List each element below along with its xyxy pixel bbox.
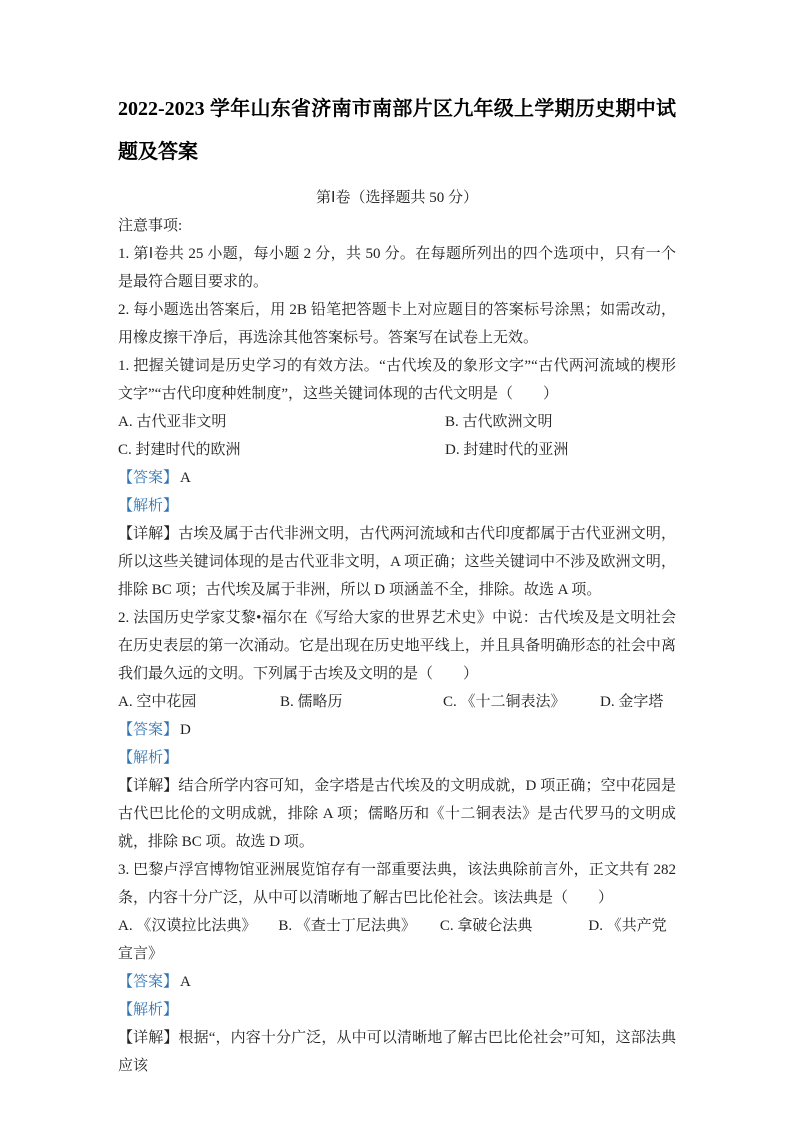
answer-line — [118, 464, 676, 492]
options-list — [118, 408, 676, 464]
answer-line — [118, 716, 676, 744]
notice-item-2: 2. 每小题选出答案后，用 2B 铅笔把答题卡上对应题目的答案标号涂黑；如需改动，用橡皮擦干净后，再选涂其他答案标号。答案写在试卷上无效。 — [118, 302, 676, 346]
exam-title: 2022-2023 学年山东省济南市南部片区九年级上学期历史期中试题及答案 — [118, 98, 676, 163]
answer-line — [118, 968, 676, 996]
detail-text: 【详解】结合所学内容可知，金字塔是古代埃及的文明成就，D 项正确；空中花园是古代巴比伦的文明成就，排除 A 项；儒略历和《十二铜表法》是古代罗马的文明成就，排除 BC 项。故选 D 项。 — [118, 778, 676, 850]
option-a: A. 《汉谟拉比法典》 — [118, 918, 257, 934]
notice-item-1: 1. 第Ⅰ卷共 25 小题，每小题 2 分，共 50 分。在每题所列出的四个选项中，只有一个是最符合题目要求的。 — [118, 246, 676, 290]
detail-text: 【详解】根据“，内容十分广泛，从中可以清晰地了解古巴比伦社会”可知，这部法典应该 — [118, 1030, 676, 1074]
option-d: D. 《共产党宣言》 — [118, 918, 667, 962]
option-d: D. 金字塔 — [600, 694, 664, 710]
answer-label: 【答案】 — [118, 470, 179, 486]
detail-text: 【详解】古埃及属于古代非洲文明，古代两河流域和古代印度都属于古代亚洲文明，所以这些关键词体现的是古代亚非文明，A 项正确；这些关键词中不涉及欧洲文明，排除 BC 项；古代埃及属于非洲，所以 D 项涵盖不全，排除。故选 A 项。 — [118, 526, 676, 598]
notice-section — [118, 212, 676, 352]
option-b: B. 《查士丁尼法典》 — [278, 918, 416, 934]
answer-value: A — [180, 974, 191, 990]
option-a: A. 空中花园 — [118, 694, 197, 710]
option-c: C. 封建时代的欧洲 — [118, 442, 241, 458]
analysis-label: 【解析】 — [118, 1002, 179, 1018]
analysis-label: 【解析】 — [118, 750, 179, 766]
question-block-1 — [118, 352, 676, 604]
question-block-2 — [118, 604, 676, 856]
option-d: D. 封建时代的亚洲 — [445, 442, 569, 458]
answer-value: A — [180, 470, 191, 486]
options-list — [118, 912, 676, 968]
question-stem: 2. 法国历史学家艾黎•福尔在《写给大家的世界艺术史》中说：古代埃及是文明社会在历史表层的第一次涌动。它是出现在历史地平线上，并且具备明确形态的社会中离我们最久远的文明。下列属于古埃及文明的是（ ） — [118, 610, 676, 682]
question-block-3 — [118, 856, 676, 1080]
option-c: C. 拿破仑法典 — [439, 918, 533, 934]
answer-value: D — [180, 722, 191, 738]
analysis-label: 【解析】 — [118, 498, 179, 514]
answer-label: 【答案】 — [118, 974, 179, 990]
question-stem: 1. 把握关键词是历史学习的有效方法。“古代埃及的象形文字”“古代两河流域的楔形文字”“古代印度种姓制度”，这些关键词体现的古代文明是（ ） — [118, 358, 676, 402]
option-a: A. 古代亚非文明 — [118, 414, 227, 430]
answer-label: 【答案】 — [118, 722, 179, 738]
option-b: B. 古代欧洲文明 — [445, 414, 553, 430]
question-stem: 3. 巴黎卢浮宫博物馆亚洲展览馆存有一部重要法典，该法典除前言外，正文共有 282 条，内容十分广泛，从中可以清晰地了解古巴比伦社会。该法典是（ ） — [118, 862, 676, 906]
option-c: C. 《十二铜表法》 — [443, 694, 566, 710]
section-heading: 第Ⅰ卷（选择题共 50 分） — [316, 190, 478, 206]
option-b: B. 儒略历 — [280, 694, 343, 710]
options-list — [118, 688, 676, 716]
notice-heading: 注意事项: — [118, 218, 183, 234]
